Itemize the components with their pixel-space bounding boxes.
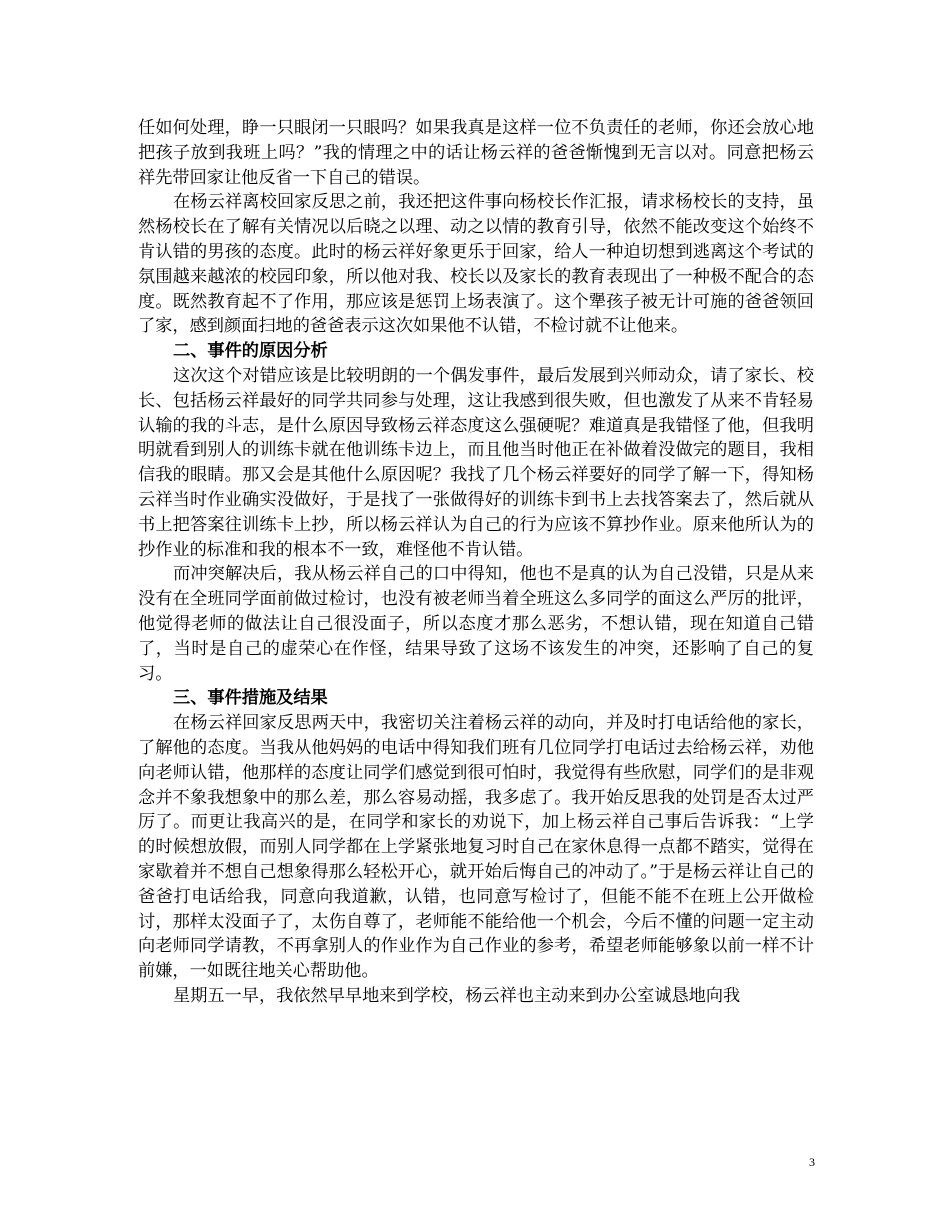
- page-body: [138, 116, 814, 1009]
- paragraph-2: 在杨云祥离校回家反思之前，我还把这件事向杨校长作汇报，请求杨校长的支持，虽然杨校长在了解有关情况以后晓之以理、动之以情的教育引导，依然不能改变这个始终不肯认错的男孩的态度。此时的杨云祥好象更乐于回家，给人一种迫切想到逃离这个考试的氛围越来越浓的校园印象，所以他对我、校长以及家长的教育表现出了一种极不配合的态度。既然教育起不了作用，那应该是惩罚上场表演了。这个犟孩子被无计可施的爸爸领回了家，感到颜面扫地的爸爸表示这次如果他不认错，不检讨就不让他来。: [138, 192, 814, 337]
- paragraph-4: 而冲突解决后，我从杨云祥自己的口中得知，他也不是真的认为自己没错，只是从来没有在全班同学面前做过检讨，也没有被老师当着全班这么多同学的面这么严厉的批评，他觉得老师的做法让自己很没面子，所以态度才那么恶劣，不想认错，现在知道自己错了，当时是自己的虚荣心在作怪，结果导致了这场不该发生的冲突，还影响了自己的复习。: [138, 564, 814, 684]
- page-number: 3: [809, 1155, 815, 1169]
- paragraph-3: 这次这个对错应该是比较明朗的一个偶发事件，最后发展到兴师动众，请了家长、校长、包括杨云祥最好的同学共同参与处理，这让我感到很失败，但也激发了从来不肯轻易认输的我的斗志，是什么原因导致杨云祥态度这么强硬呢？难道真是我错怪了他，但我明明就看到别人的训练卡就在他训练卡边上，而且他当时他正在补做着没做完的题目，我相信我的眼睛。那又会是其他什么原因呢？我找了几个杨云祥要好的同学了解一下，得知杨云祥当时作业确实没做好，于是找了一张做得好的训练卡到书上去找答案去了，然后就从书上把答案往训练卡上抄，所以杨云祥认为自己的行为应该不算抄作业。原来他所认为的抄作业的标准和我的根本不一致，难怪他不肯认错。: [138, 365, 814, 560]
- section-heading-measures-results: 三、事件措施及结果: [173, 688, 328, 709]
- paragraph-5: 在杨云祥回家反思两天中，我密切关注着杨云祥的动向，并及时打电话给他的家长，了解他的态度。当我从他妈妈的电话中得知我们班有几位同学打电话过去给杨云祥，劝他向老师认错，他那样的态度让同学们感觉到很可怕时，我觉得有些欣慰，同学们的是非观念并不象我想象中的那么差，那么容易动摇，我多虑了。我开始反思我的处罚是否太过严厉了。而更让我高兴的是，在同学和家长的劝说下，加上杨云祥自己事后告诉我：“上学的时候想放假，而别人同学都在上学紧张地复习时自己在家休息得一点都不踏实，觉得在家歇着并不想自己想象得那么轻松开心，就开始后悔自己的冲动了。”于是杨云祥让自己的爸爸打电话给我，同意向我道歉，认错，也同意写检讨了，但能不能不在班上公开做检讨，那样太没面子了，太伤自尊了，老师能不能给他一个机会，今后不懂的问题一定主动向老师同学请教，不再拿别人的作业作为自己作业的参考，希望老师能够象以前一样不计前嫌，一如既往地关心帮助他。: [138, 713, 814, 982]
- paragraph-1: 任如何处理，睁一只眼闭一只眼吗？如果我真是这样一位不负责任的老师，你还会放心地把孩子放到我班上吗？”我的情理之中的话让杨云祥的爸爸惭愧到无言以对。同意把杨云祥先带回家让他反省一下自己的错误。: [138, 118, 814, 188]
- paragraph-6: 星期五一早，我依然早早地来到学校，杨云祥也主动来到办公室诚恳地向我: [173, 985, 741, 1006]
- section-heading-cause-analysis: 二、事件的原因分析: [173, 341, 328, 362]
